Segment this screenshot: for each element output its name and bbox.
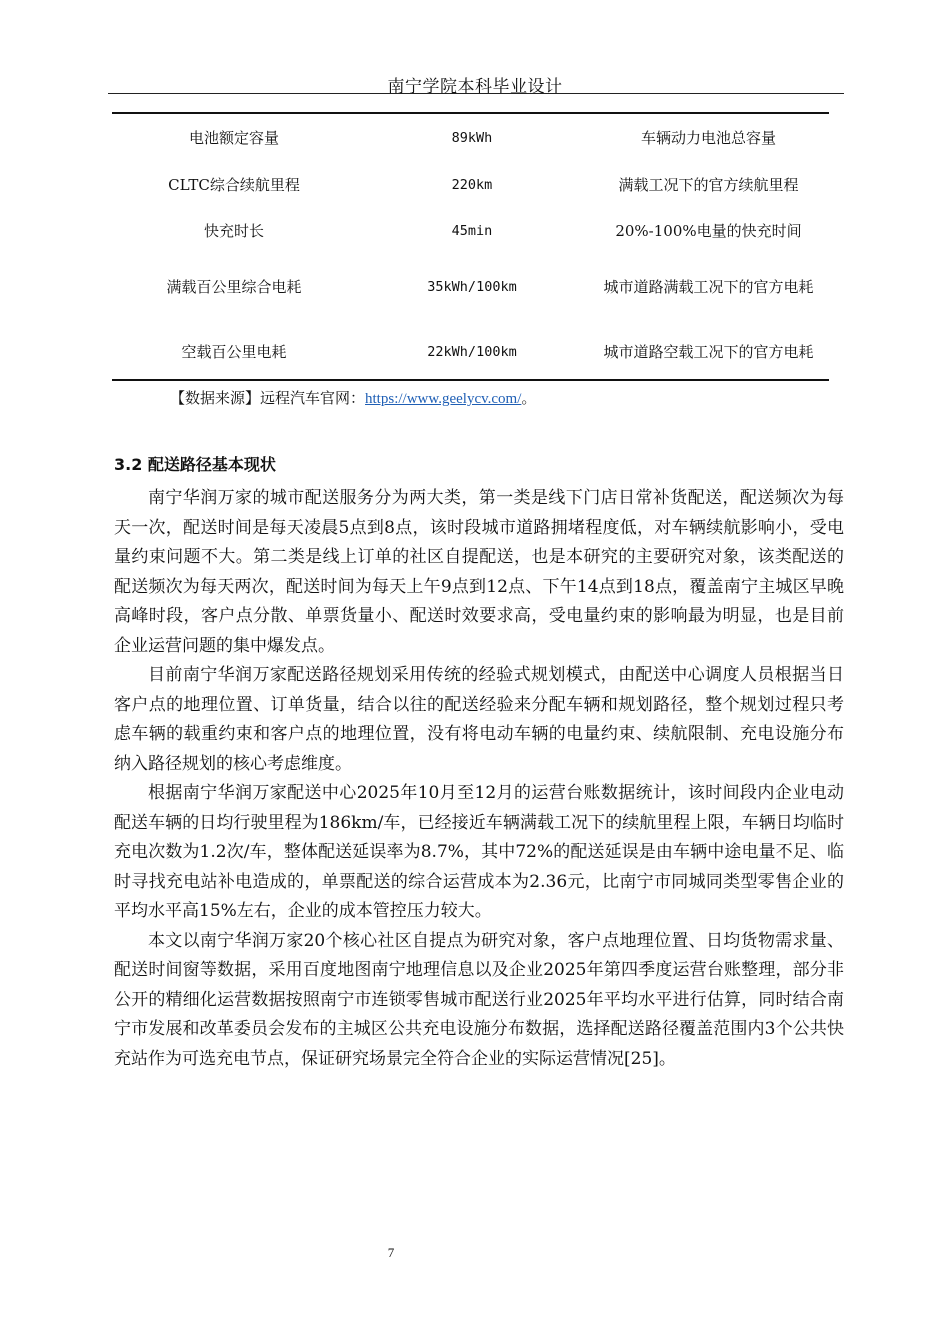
table-row xyxy=(112,162,829,208)
table-row xyxy=(112,320,829,384)
param-name-cell: 电池额定容量 xyxy=(188,129,279,147)
param-name-cell: CLTC综合续航里程 xyxy=(168,176,300,194)
paragraph: 本文以南宁华润万家20个核心社区自提点为研究对象，客户点地理位置、日均货物需求量、配送时间窗等数据，采用百度地图南宁地理信息以及企业2025年第四季度运营台账整理，部分非公开的精细化运营数据按照南宁市连锁零售城市配送行业2025年平均水平进行估算，同时结合南宁市发展和改革委员会发布的主城区公共充电设施分布数据，选择配送路径覆盖范围内3个公共快充站作为可选充电节点，保证研究场景完全符合企业的实际运营情况[25]。 xyxy=(114,930,844,1069)
param-name-cell: 满载百公里综合电耗 xyxy=(166,278,302,296)
source-suffix: 。 xyxy=(521,389,537,407)
param-value-cell: 22kWh/100km xyxy=(427,344,517,360)
param-value-cell: 35kWh/100km xyxy=(427,279,517,295)
table-row xyxy=(112,254,829,320)
header-divider xyxy=(108,93,844,94)
paragraph: 根据南宁华润万家配送中心2025年10月至12月的运营台账数据统计，该时间段内企业电动配送车辆的日均行驶里程为186km/车，已经接近车辆满载工况下的续航里程上限，车辆日均临时充电次数为1.2次/车，整体配送延误率为8.7%，其中72%的配送延误是由车辆中途电量不足、临时寻找充电站补电造成的，单票配送的综合运营成本为2.36元，比南宁市同城同类型零售企业的平均水平高15%左右，企业的成本管控压力较大。 xyxy=(114,783,844,921)
table-bottom-rule xyxy=(112,379,829,381)
param-value-cell: 45min xyxy=(451,223,493,239)
paragraph: 目前南宁华润万家配送路径规划采用传统的经验式规划模式，由配送中心调度人员根据当日客户点的地理位置、订单货量，结合以往的配送经验来分配车辆和规划路径，整个规划过程只考虑车辆的载重约束和客户点的地理位置，没有将电动车辆的电量约束、续航限制、充电设施分布纳入路径规划的核心考虑维度。 xyxy=(114,665,844,774)
param-name-cell: 快充时长 xyxy=(203,222,264,240)
section-heading: 3.2 配送路径基本现状 xyxy=(114,455,276,474)
source-prefix: 【数据来源】远程汽车官网： xyxy=(170,389,366,407)
vehicle-spec-table xyxy=(112,114,829,384)
running-header: 南宁学院本科毕业设计 xyxy=(387,77,563,97)
body-text xyxy=(114,484,844,1074)
paragraph: 南宁华润万家的城市配送服务分为两大类，第一类是线下门店日常补货配送，配送频次为每天一次，配送时间是每天凌晨5点到8点，该时段城市道路拥堵程度低，对车辆续航影响小，受电量约束问题不大。第二类是线上订单的社区自提配送，也是本研究的主要研究对象，该类配送的配送频次为每天两次，配送时间为每天上午9点到12点、下午14点到18点，覆盖南宁主城区早晚高峰时段，客户点分散、单票货量小、配送时效要求高，受电量约束的影响最为明显，也是目前企业运营问题的集中爆发点。 xyxy=(114,488,844,656)
param-note-cell: 满载工况下的官方续航里程 xyxy=(618,176,799,194)
param-value-cell: 89kWh xyxy=(451,130,493,146)
param-note-cell: 城市道路满载工况下的官方电耗 xyxy=(603,278,814,296)
param-note-cell: 车辆动力电池总容量 xyxy=(640,129,776,147)
table-row xyxy=(112,114,829,162)
param-note-cell: 城市道路空载工况下的官方电耗 xyxy=(603,343,814,361)
data-source-note xyxy=(170,387,536,408)
param-note-cell: 20%-100%电量的快充时间 xyxy=(615,222,802,240)
param-name-cell: 空载百公里电耗 xyxy=(181,343,287,361)
page-number: 7 xyxy=(387,1245,395,1260)
table-row xyxy=(112,208,829,254)
source-link[interactable]: https://www.geelycv.com/ xyxy=(365,391,522,407)
param-value-cell: 220km xyxy=(451,177,493,193)
